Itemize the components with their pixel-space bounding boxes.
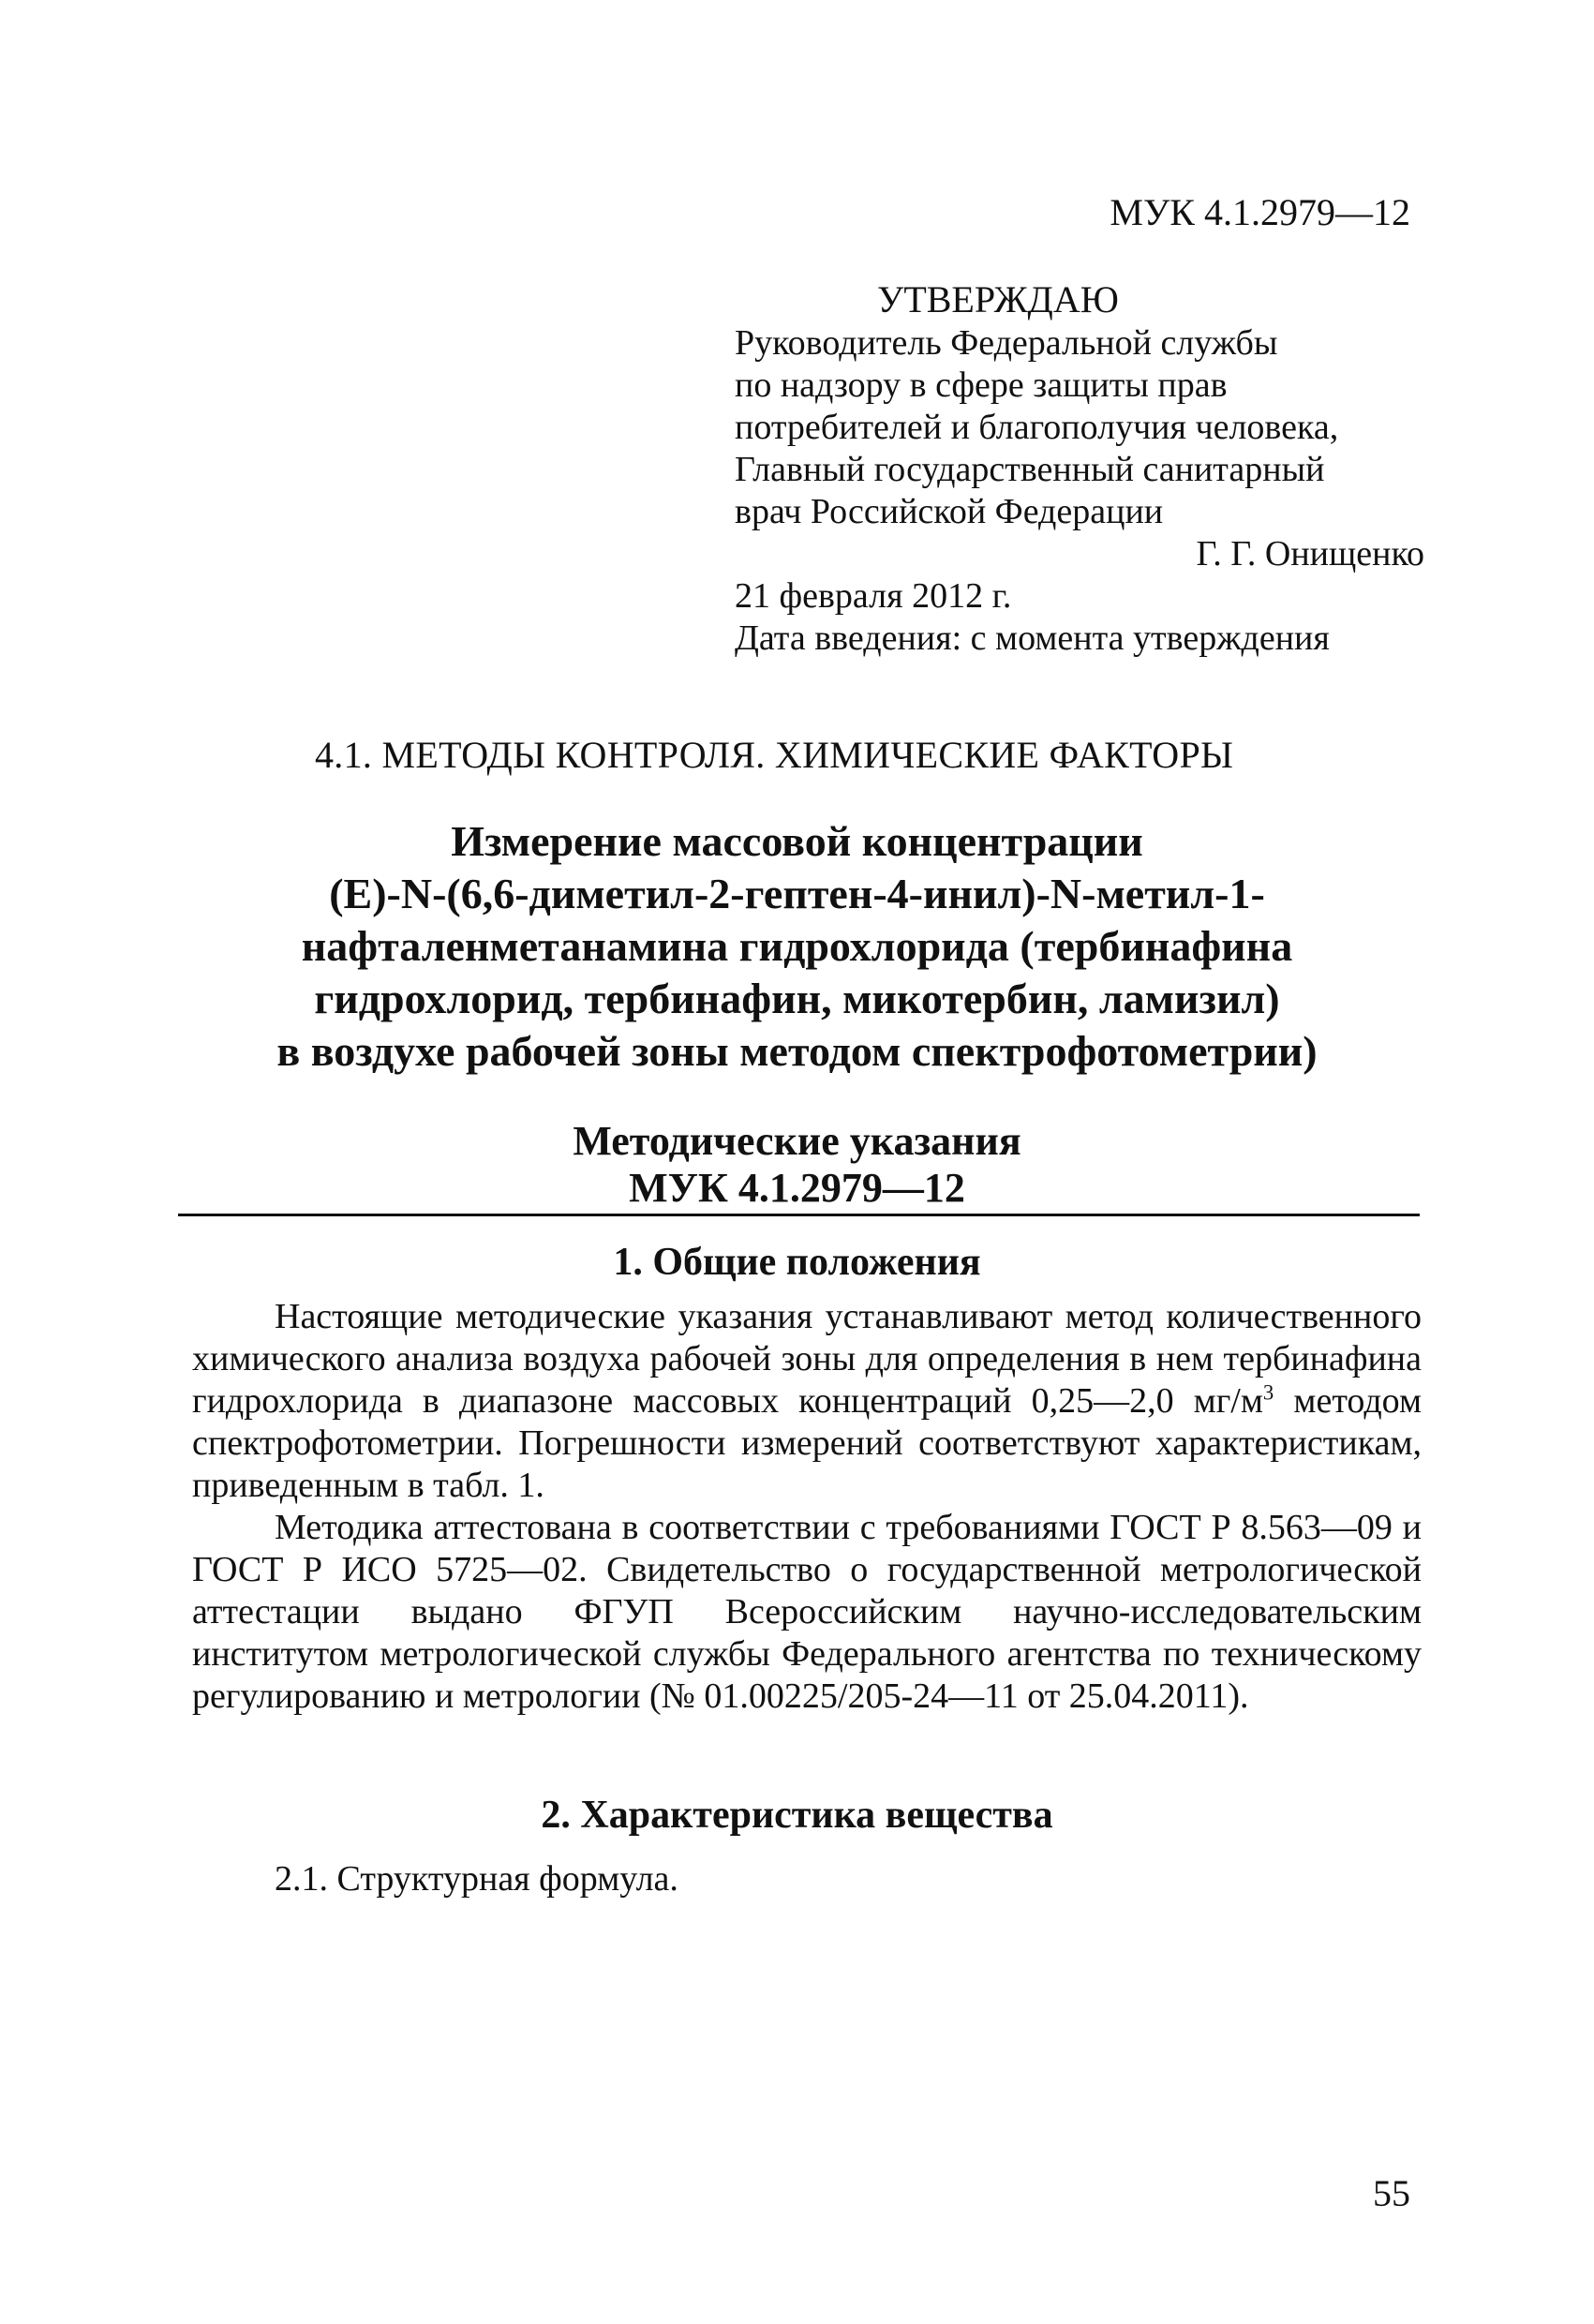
guide-block <box>169 1118 1425 1212</box>
approval-signer: Г. Г. Онищенко <box>1196 534 1424 574</box>
approval-line: потребителей и благополучия человека, <box>735 408 1339 447</box>
horizontal-rule <box>178 1214 1420 1216</box>
superscript: 3 <box>1262 1380 1274 1405</box>
approval-heading: УТВЕРЖДАЮ <box>877 278 1119 320</box>
page-number: 55 <box>1373 2172 1410 2214</box>
approval-line: Руководитель Федеральной службы <box>735 323 1278 363</box>
paragraph-text: Настоящие методические указания устанавливают метод количественного химического анализа воздуха рабочей зоны для определения в нем тербинафина гидрохлорида в диапазоне массовых концентраций 0,25—2,0 мг/м <box>192 1297 1422 1421</box>
guide-code: МУК 4.1.2979—12 <box>629 1165 965 1211</box>
section-1-heading: 1. Общие положения <box>613 1241 981 1284</box>
paragraph-text: Методика аттестована в соответствии с требованиями ГОСТ Р 8.563—09 и ГОСТ Р ИСО 5725—02. Свидетельство о государственной метрологической аттестации выдано ФГУП Всероссийским научно-исследовательским институтом метрологической службы Федерального агентства по техническому регулированию и метрологии (№ 01.00225/205-24—11 от 25.04.2011). <box>192 1508 1422 1716</box>
title-line: гидрохлорид, тербинафин, микотербин, ламизил) <box>314 975 1280 1022</box>
document-code: МУК 4.1.2979—12 <box>1110 191 1410 233</box>
title-line: (Е)-N-(6,6-диметил-2-гептен-4-инил)-N-метил-1- <box>329 870 1265 917</box>
section-2-paragraph-1: 2.1. Структурная формула. <box>275 1859 678 1899</box>
approval-line: Главный государственный санитарный <box>735 450 1325 489</box>
document-title <box>169 815 1425 1078</box>
section-1-paragraph-2 <box>192 1507 1422 1718</box>
guide-label: Методические указания <box>573 1118 1021 1164</box>
approval-line: по надзору в сфере защиты прав <box>735 365 1228 405</box>
paragraph-text: методом спектрофотометрии. Погрешности измерений соответствуют характеристикам, приведенным в табл. 1. <box>192 1381 1422 1505</box>
section-1-paragraph-1 <box>192 1296 1422 1507</box>
section-header: 4.1. МЕТОДЫ КОНТРОЛЯ. ХИМИЧЕСКИЕ ФАКТОРЫ <box>315 734 1234 776</box>
title-line: Измерение массовой концентрации <box>451 817 1143 865</box>
introduction-date: Дата введения: с момента утверждения <box>735 618 1330 658</box>
approval-block <box>735 278 1428 660</box>
title-line: нафталенметанамина гидрохлорида (тербинафина <box>301 922 1293 970</box>
approval-line: врач Российской Федерации <box>735 492 1164 531</box>
section-2-heading: 2. Характеристика вещества <box>541 1794 1053 1837</box>
approval-date: 21 февраля 2012 г. <box>735 576 1012 616</box>
title-line: в воздухе рабочей зоны методом спектрофотометрии) <box>276 1027 1318 1075</box>
